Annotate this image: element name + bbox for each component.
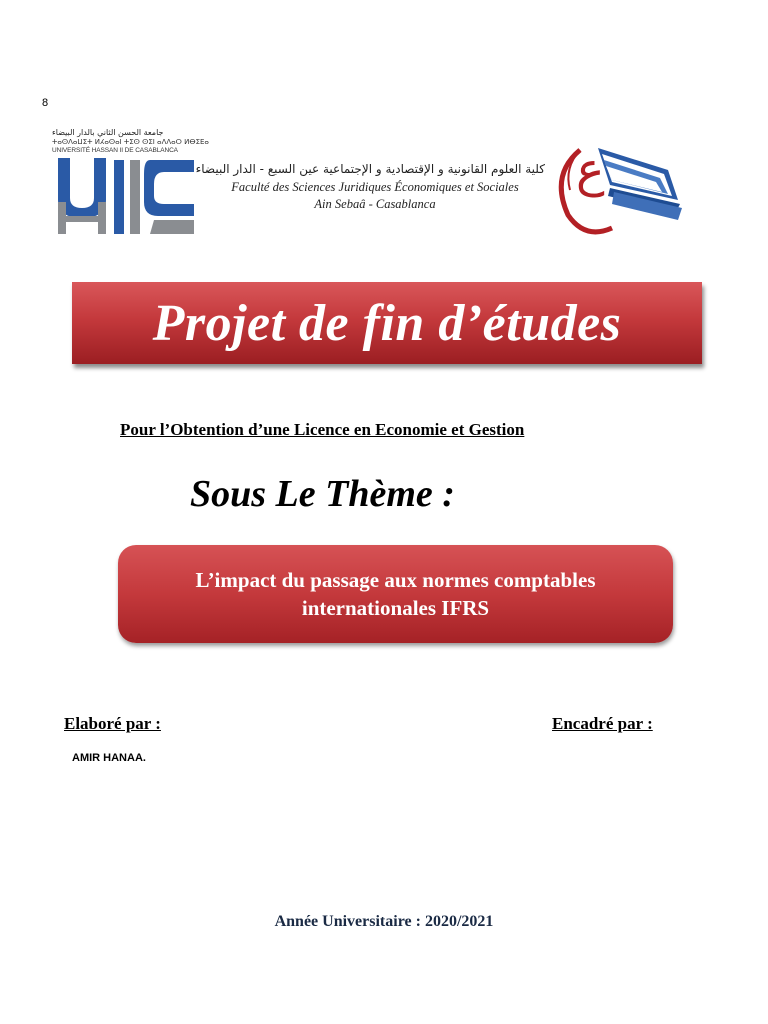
faculty-city: Ain Sebaâ - Casablanca [314,197,436,211]
academic-year: Année Universitaire : 2020/2021 [274,913,494,930]
author-name: AMIR HANAA. [72,752,146,764]
theme-heading: Sous Le Thème : [190,473,455,515]
faculty-name-french: Faculté des Sciences Juridiques Économiques et Sociales [231,180,519,194]
open-book-icon [550,130,685,240]
university-emblem-icon [54,156,199,236]
faculty-logo-letter: ع [576,142,605,198]
university-name-arabic: جامعة الحسن الثاني بالدار البيضاء [52,128,164,137]
theme-box [118,545,673,643]
encadre-par-label: Encadré par : [552,714,653,733]
title-banner [72,282,702,364]
document-title: Projet de fin d’études [152,294,622,352]
university-name-latin: UNIVERSITÉ HASSAN II DE CASABLANCA [52,147,178,154]
faculty-header [195,162,545,212]
faculty-logo [550,130,685,240]
university-name-tifinagh: ⵜⴰⵙⴷⴰⵡⵉⵜ ⵍⵃⴰⵙⴰⵏ ⵜⵉⵙ ⵙⵉⵏ ⴰⴷⴷⴰⵔ ⵍⴱⵉⴹⴰ [52,138,209,146]
theme-text: L’impact du passage aux normes comptables internationales IFRS [195,568,596,620]
page-number: 8 [42,97,49,109]
faculty-name-arabic: كلية العلوم القانونية و الإقتصادية و الإجتماعية عين السبع - الدار البيضاء [195,162,545,176]
elabore-par-label: Elaboré par : [64,714,161,733]
degree-subtitle: Pour l’Obtention d’une Licence en Economie et Gestion [120,420,525,439]
university-logo [52,128,209,238]
